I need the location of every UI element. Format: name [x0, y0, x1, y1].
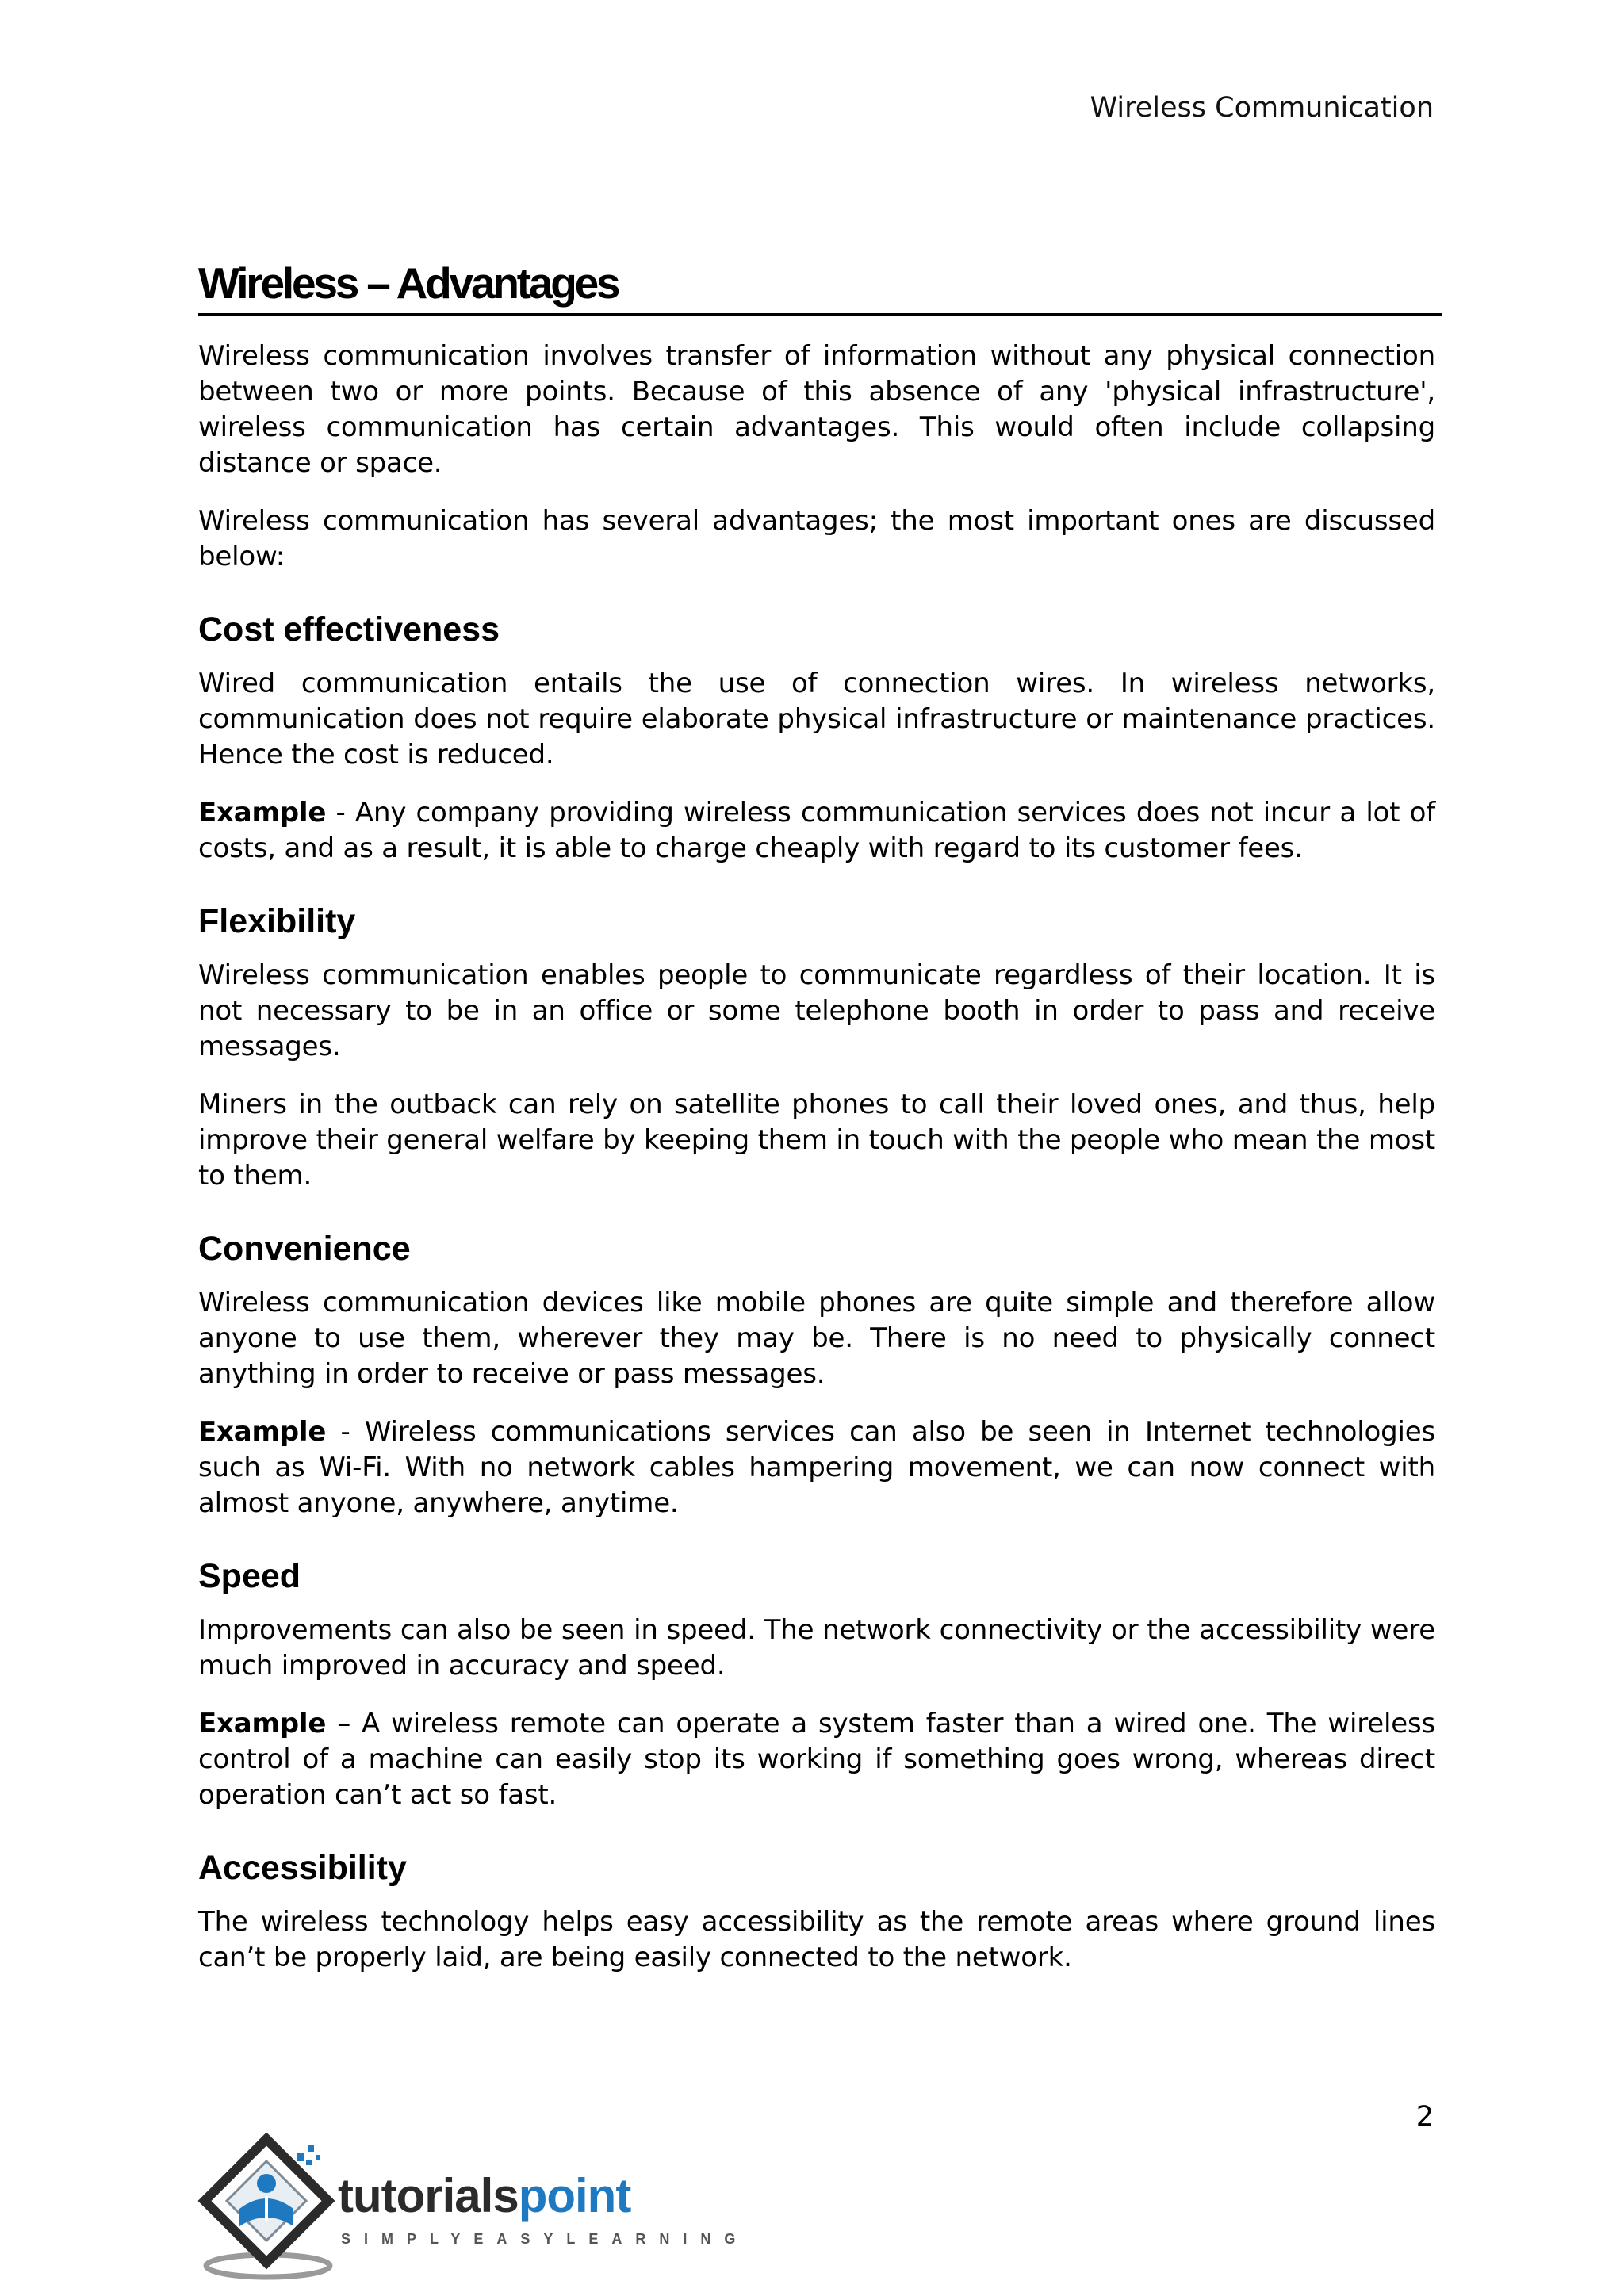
- section-flexibility: [198, 902, 1435, 1194]
- section-accessibility: [198, 1851, 1435, 1976]
- page-content: [198, 258, 1435, 1976]
- section-paragraph: The wireless technology helps easy accessibility as the remote areas where ground lines can’t be properly laid, are being easily connected to the network.: [198, 1906, 1435, 1973]
- section-speed: [198, 1559, 1435, 1813]
- example-text: - Any company providing wireless communication services does not incur a lot of costs, and as a result, it is able to charge cheaply with regard to its customer fees.: [198, 797, 1435, 864]
- section-heading: Flexibility: [198, 902, 356, 940]
- section-paragraph: Wireless communication enables people to communicate regardless of their location. It is not necessary to be in an office or some telephone booth in order to pass and receive messages.: [198, 959, 1435, 1062]
- intro-paragraph: Wireless communication involves transfer of information without any physical connection between two or more points. Because of this absence of any 'physical infrastructure', wireless communication has certain advantages. This would often include collapsing distance or space.: [198, 340, 1435, 479]
- section-paragraph: Miners in the outback can rely on satellite phones to call their loved ones, and thus, help improve their general welfare by keeping them in touch with the people who mean the most to them.: [198, 1089, 1435, 1192]
- logo-tagline: SIMPLYEASYLEARNING: [341, 2231, 749, 2247]
- example-label: Example: [198, 1708, 327, 1739]
- section-convenience: [198, 1232, 1435, 1521]
- section-heading: Speed: [198, 1557, 301, 1595]
- example-label: Example: [198, 1416, 327, 1448]
- section-heading: Convenience: [198, 1230, 411, 1268]
- logo-wordmark: tutorialspoint: [338, 2169, 631, 2222]
- example-text: – A wireless remote can operate a system faster than a wired one. The wireless control of a machine can easily stop its working if something goes wrong, whereas direct operation can’t act so fast.: [198, 1708, 1435, 1811]
- section-heading: Cost effectiveness: [198, 610, 500, 649]
- example-paragraph: [198, 795, 1435, 867]
- section-paragraph: Wired communication entails the use of connection wires. In wireless networks, communication does not require elaborate physical infrastructure or maintenance practices. Hence the cost is reduced.: [198, 668, 1435, 771]
- page-title: Wireless – Advantages: [198, 262, 1442, 316]
- section-paragraph: Wireless communication devices like mobile phones are quite simple and therefore allow anyone to use them, wherever they may be. There is no need to physically connect anything in order to receive or pass messages.: [198, 1287, 1435, 1390]
- intro-paragraph: Wireless communication has several advantages; the most important ones are discussed below:: [198, 505, 1435, 572]
- example-paragraph: [198, 1706, 1435, 1813]
- tutorialspoint-logo-icon: [195, 2133, 338, 2283]
- example-label: Example: [198, 797, 327, 828]
- tutorialspoint-logo: [195, 2133, 749, 2283]
- section-paragraph: Improvements can also be seen in speed. The network connectivity or the accessibility were much improved in accuracy and speed.: [198, 1614, 1435, 1682]
- section-cost-effectiveness: [198, 610, 1435, 867]
- example-text: - Wireless communications services can also be seen in Internet technologies such as Wi-Fi. With no network cables hampering movement, we can now connect with almost anyone, anywhere, anytime.: [198, 1416, 1435, 1519]
- page-number: 2: [1415, 2101, 1434, 2133]
- running-header: Wireless Communication: [1090, 92, 1434, 124]
- section-heading: Accessibility: [198, 1849, 407, 1887]
- example-paragraph: [198, 1414, 1435, 1521]
